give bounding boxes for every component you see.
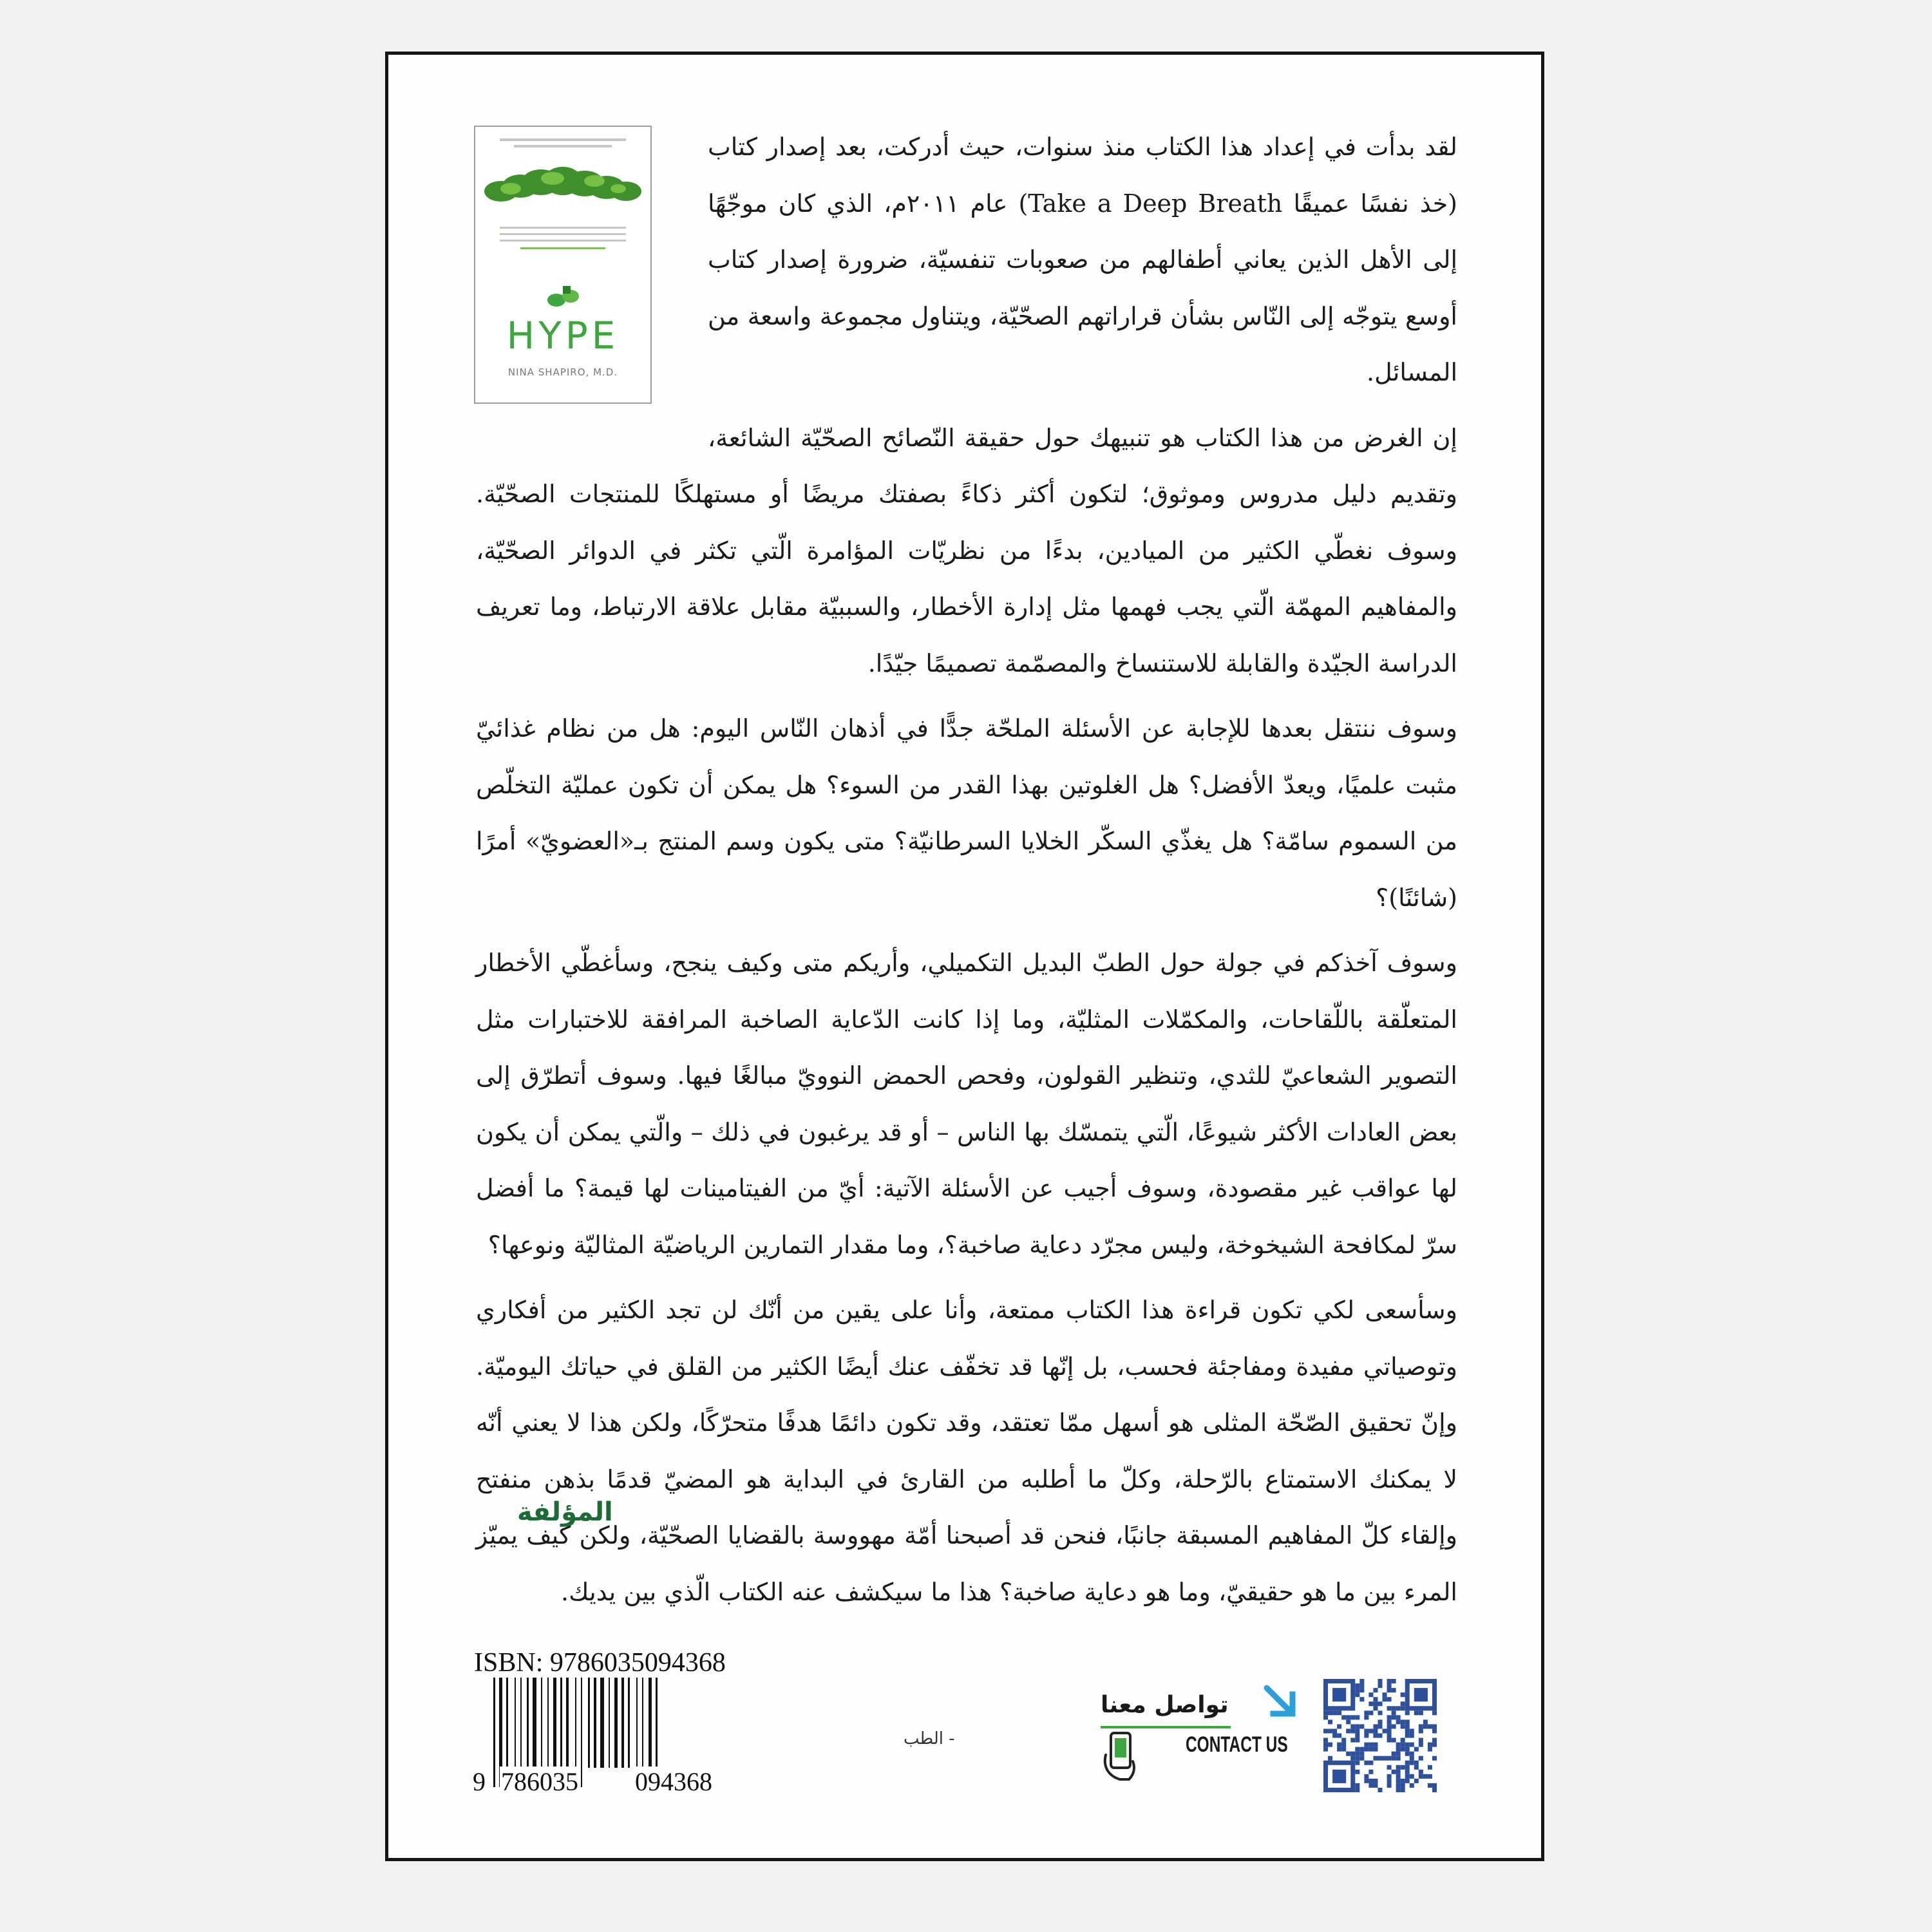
qr-module <box>1378 1756 1382 1761</box>
qr-module <box>1396 1706 1401 1710</box>
qr-module <box>1368 1761 1373 1765</box>
qr-module <box>1355 1756 1359 1761</box>
qr-module <box>1401 1743 1405 1747</box>
qr-module <box>1405 1728 1410 1733</box>
blurb-paragraph-2: إن الغرض من هذا الكتاب هو تنبيهك حول حقيقة النّصائح الصحّيّة الشائعة، وتقديم دليل مدروس وموثوق؛ لتكون أكثر ذكاءً بصفتك مريضًا أو مستهلكًا للمنتجات الصحّيّة. وسوف نغطّي الكثير من الميادين، بدءًا من نظريّات المؤامرة الّتي تكثر في الدوائر الصحّيّة، والمفاهيم المهمّة الّتي يجب فهمها مثل إدارة الأخطار، والسببيّة مقابل علاقة الارتباط، وما تعريف الدراسة الجيّدة والقابلة للاستنساخ والمصمّمة تصميمًا جيّدًا. <box>476 423 1457 677</box>
qr-module <box>1396 1743 1401 1747</box>
qr-module <box>1387 1774 1392 1779</box>
qr-module <box>1410 1752 1414 1756</box>
qr-module <box>1396 1756 1401 1761</box>
qr-module <box>1337 1743 1341 1747</box>
qr-module <box>1346 1715 1350 1719</box>
qr-module <box>1387 1733 1392 1738</box>
qr-module <box>1396 1715 1401 1719</box>
qr-module <box>1346 1728 1350 1733</box>
blurb-paragraph-1: لقد بدأت في إعداد هذا الكتاب منذ سنوات، حيث أدركت، بعد إصدار كتاب (خذ نفسًا عميقًا Take a Deep Breath) عام ٢٠١١م، الذي كان موجّهًا إلى الأهل الذين يعاني أطفالهم من صعوبات تنفسيّة، ضرورة إصدار كتاب أوسع يتوجّه إلى النّاس بشأن قراراتهم الصحّيّة، ويتناول مجموعة واسعة من المسائل. <box>708 133 1458 386</box>
qr-module <box>1414 1779 1419 1783</box>
barcode-bar <box>506 1678 508 1768</box>
qr-module <box>1405 1774 1410 1779</box>
qr-module <box>1350 1738 1355 1743</box>
qr-module <box>1364 1774 1368 1779</box>
qr-module <box>1392 1706 1396 1710</box>
qr-module <box>1405 1743 1410 1747</box>
qr-module <box>1392 1715 1396 1719</box>
qr-module <box>1419 1738 1423 1743</box>
qr-module <box>1359 1679 1364 1683</box>
qr-module <box>1392 1756 1396 1761</box>
barcode-digit-group-2: 094368 <box>635 1767 712 1796</box>
qr-module <box>1378 1788 1382 1792</box>
qr-module <box>1359 1683 1364 1688</box>
qr-finder <box>1414 1688 1428 1701</box>
qr-module <box>1401 1724 1405 1728</box>
blurb-paragraph-4: وسوف آخذكم في جولة حول الطبّ البديل التكميلي، وأريكم متى وكيف ينجح، وسأغطّي الأخطار المتعلّقة باللّقاحات، والمكمّلات المثليّة، وما إذا كانت الدّعاية الصاخبة المرافقة للاختبارات مثل التصوير الشعاعيّ للثدي، وتنظير القولون، وفحص الحمض النوويّ مبالغًا فيها. وسوف أتطرّق إلى بعض العادات الأكثر شيوعًا، الّتي يتمسّك بها الناس – أو قد يرغبون في ذلك – والّتي يمكن أن يكون لها عواقب غير مقصودة، وسوف أجيب عن الأسئلة الآتية: أيّ من الفيتامينات لها قيمة؟ ما أفضل سرّ لمكافحة الشيخوخة، وليس مجرّد دعاية صاخبة؟، وما مقدار التمارين الرياضيّة المثاليّة ونوعها؟ <box>476 949 1457 1259</box>
qr-module <box>1414 1765 1419 1770</box>
qr-module <box>1323 1743 1328 1747</box>
qr-module <box>1401 1738 1405 1743</box>
qr-module <box>1428 1774 1432 1779</box>
qr-module <box>1378 1701 1382 1706</box>
qr-module <box>1387 1697 1392 1701</box>
qr-module <box>1328 1710 1332 1715</box>
qr-module <box>1337 1747 1341 1752</box>
qr-module <box>1387 1706 1392 1710</box>
qr-module <box>1410 1743 1414 1747</box>
qr-module <box>1410 1733 1414 1738</box>
qr-module <box>1396 1719 1401 1724</box>
qr-module <box>1401 1719 1405 1724</box>
qr-module <box>1355 1692 1359 1697</box>
barcode-bar <box>541 1678 542 1768</box>
qr-module <box>1346 1752 1350 1756</box>
back-cover <box>385 52 1544 1861</box>
qr-module <box>1405 1770 1410 1774</box>
qr-module <box>1387 1683 1392 1688</box>
qr-module <box>1373 1706 1378 1710</box>
qr-module <box>1337 1724 1341 1728</box>
qr-module <box>1401 1765 1405 1770</box>
qr-module <box>1359 1747 1364 1752</box>
qr-module <box>1378 1679 1382 1683</box>
qr-module <box>1368 1710 1373 1715</box>
qr-module <box>1378 1710 1382 1715</box>
phone-hand-icon <box>1101 1729 1144 1782</box>
barcode-bar <box>636 1678 638 1768</box>
qr-module <box>1350 1752 1355 1756</box>
qr-module <box>1432 1756 1437 1761</box>
qr-module <box>1432 1724 1437 1728</box>
qr-module <box>1401 1788 1405 1792</box>
qr-module <box>1368 1728 1373 1733</box>
qr-module <box>1428 1747 1432 1752</box>
qr-module <box>1373 1688 1378 1692</box>
contact-us-arabic: تواصل معنا <box>1101 1692 1229 1718</box>
qr-module <box>1419 1770 1423 1774</box>
barcode-bar <box>621 1678 624 1768</box>
qr-module <box>1396 1770 1401 1774</box>
qr-module <box>1405 1724 1410 1728</box>
qr-module <box>1410 1783 1414 1788</box>
qr-module <box>1387 1688 1392 1692</box>
barcode-bar <box>594 1678 596 1768</box>
qr-module <box>1410 1756 1414 1761</box>
qr-module <box>1387 1756 1392 1761</box>
qr-module <box>1355 1761 1359 1765</box>
qr-module <box>1392 1679 1396 1683</box>
qr-module <box>1355 1728 1359 1733</box>
isbn-label: ISBN: 9786035094368 <box>474 1648 726 1678</box>
qr-module <box>1368 1743 1373 1747</box>
qr-module <box>1373 1783 1378 1788</box>
qr-module <box>1373 1743 1378 1747</box>
qr-module <box>1332 1728 1337 1733</box>
qr-module <box>1350 1715 1355 1719</box>
barcode-bar <box>628 1678 630 1768</box>
blurb-text <box>476 119 1457 1629</box>
qr-module <box>1432 1710 1437 1715</box>
qr-module <box>1364 1743 1368 1747</box>
qr-module <box>1332 1710 1337 1715</box>
qr-module <box>1419 1710 1423 1715</box>
qr-module <box>1364 1715 1368 1719</box>
qr-module <box>1328 1719 1332 1724</box>
qr-module <box>1414 1747 1419 1752</box>
qr-code-icon[interactable] <box>1323 1679 1437 1792</box>
qr-module <box>1355 1788 1359 1792</box>
barcode-digit-group-1: 786035 <box>501 1767 578 1796</box>
qr-module <box>1423 1719 1428 1724</box>
qr-module <box>1355 1733 1359 1738</box>
barcode-bar <box>566 1678 569 1768</box>
qr-module <box>1364 1733 1368 1738</box>
qr-module <box>1419 1724 1423 1728</box>
barcode-bar <box>588 1678 590 1768</box>
qr-module <box>1428 1765 1432 1770</box>
qr-module <box>1405 1761 1410 1765</box>
barcode-digit-lead: 9 <box>473 1767 486 1796</box>
blurb-paragraph-3: وسوف ننتقل بعدها للإجابة عن الأسئلة الملحّة جدًّا في أذهان النّاس اليوم: هل من نظام غذائيّ مثبت علميًا، ويعدّ الأفضل؟ هل الغلوتين بهذا القدر من السوء؟ هل يمكن أن تكون عمليّة التخلّص من السموم سامّة؟ هل يغذّي السكّر الخلايا السرطانيّة؟ متى يكون وسم المنتج بـ«العضويّ» أمرًا (شائنًا)؟ <box>476 714 1457 912</box>
qr-module <box>1401 1779 1405 1783</box>
barcode-bar <box>642 1678 643 1768</box>
barcode-bar <box>527 1678 529 1768</box>
qr-module <box>1410 1774 1414 1779</box>
qr-module <box>1364 1779 1368 1783</box>
qr-module <box>1383 1728 1387 1733</box>
qr-module <box>1359 1697 1364 1701</box>
qr-module <box>1355 1770 1359 1774</box>
qr-module <box>1337 1733 1341 1738</box>
qr-module <box>1432 1783 1437 1788</box>
qr-module <box>1355 1738 1359 1743</box>
qr-module <box>1364 1710 1368 1715</box>
qr-module <box>1387 1779 1392 1783</box>
qr-module <box>1392 1724 1396 1728</box>
qr-module <box>1323 1710 1328 1715</box>
contact-us-english: CONTACT US <box>1186 1732 1288 1757</box>
qr-module <box>1373 1756 1378 1761</box>
qr-module <box>1373 1779 1378 1783</box>
qr-module <box>1423 1774 1428 1779</box>
qr-module <box>1392 1710 1396 1715</box>
qr-module <box>1355 1747 1359 1752</box>
qr-module <box>1392 1688 1396 1692</box>
qr-module <box>1396 1747 1401 1752</box>
qr-module <box>1328 1743 1332 1747</box>
qr-module <box>1355 1724 1359 1728</box>
barcode-bar <box>560 1678 562 1768</box>
qr-module <box>1414 1761 1419 1765</box>
author-signature: المؤلفة <box>517 1497 613 1527</box>
qr-module <box>1373 1701 1378 1706</box>
qr-module <box>1373 1747 1378 1752</box>
qr-module <box>1419 1743 1423 1747</box>
qr-module <box>1383 1692 1387 1697</box>
qr-module <box>1328 1728 1332 1733</box>
qr-module <box>1373 1728 1378 1733</box>
qr-module <box>1368 1701 1373 1706</box>
qr-module <box>1432 1728 1437 1733</box>
qr-module <box>1359 1724 1364 1728</box>
qr-module <box>1368 1692 1373 1697</box>
qr-module <box>1364 1761 1368 1765</box>
mini-cover-title: HYPE <box>506 314 620 357</box>
qr-module <box>1401 1692 1405 1697</box>
qr-module <box>1428 1724 1432 1728</box>
qr-module <box>1355 1783 1359 1788</box>
qr-module <box>1341 1743 1346 1747</box>
qr-module <box>1323 1738 1328 1743</box>
qr-module <box>1387 1679 1392 1683</box>
qr-module <box>1423 1724 1428 1728</box>
qr-module <box>1419 1728 1423 1733</box>
qr-module <box>1405 1733 1410 1738</box>
qr-module <box>1323 1715 1328 1719</box>
qr-module <box>1387 1728 1392 1733</box>
qr-module <box>1355 1715 1359 1719</box>
barcode-bar <box>520 1678 522 1768</box>
qr-module <box>1368 1770 1373 1774</box>
qr-module <box>1368 1779 1373 1783</box>
qr-module <box>1359 1756 1364 1761</box>
qr-module <box>1401 1747 1405 1752</box>
barcode-bar <box>515 1678 516 1768</box>
qr-module <box>1396 1774 1401 1779</box>
qr-module <box>1401 1706 1405 1710</box>
qr-module <box>1410 1761 1414 1765</box>
qr-finder <box>1332 1770 1346 1783</box>
qr-module <box>1346 1719 1350 1724</box>
qr-module <box>1359 1752 1364 1756</box>
qr-module <box>1378 1719 1382 1724</box>
qr-module <box>1328 1756 1332 1761</box>
barcode-bar <box>547 1678 549 1768</box>
qr-module <box>1392 1738 1396 1743</box>
blurb-paragraph-5: وسأسعى لكي تكون قراءة هذا الكتاب ممتعة، وأنا على يقين من أنّك لن تجد الكثير من أفكاري وتوصياتي مفيدة ومفاجئة فحسب، بل إنّها قد تخفّف عنك أيضًا الكثير من القلق في حياتك اليوميّة. وإنّ تحقيق الصّحّة المثلى هو أسهل ممّا تعتقد، وقد تكون دائمًا هدفًا متحرّكًا، ولكن هذا لا يعني أنّه لا يمكنك الاستمتاع بالرّحلة، وكلّ ما أطلبه من القارئ في البداية هو المضيّ قدمًا بذهن منفتح وإلقاء كلّ المفاهيم المسبقة جانبًا، فنحن قد أصبحنا أمّة مهووسة بالقضايا الصحّيّة، ولكن كيف يميّز المرء بين ما هو حقيقيّ، وما هو دعاية صاخبة؟ هذا ما سيكشف عنه الكتاب الّذي بين يديك. <box>476 1296 1457 1606</box>
qr-module <box>1355 1752 1359 1756</box>
qr-module <box>1350 1724 1355 1728</box>
qr-finder <box>1332 1688 1346 1701</box>
qr-module <box>1405 1719 1410 1724</box>
qr-module <box>1332 1733 1337 1738</box>
qr-module <box>1392 1770 1396 1774</box>
qr-module <box>1405 1752 1410 1756</box>
qr-module <box>1378 1733 1382 1738</box>
qr-module <box>1368 1783 1373 1788</box>
qr-module <box>1428 1783 1432 1788</box>
qr-module <box>1350 1728 1355 1733</box>
qr-module <box>1396 1779 1401 1783</box>
barcode-bar <box>553 1678 556 1768</box>
qr-module <box>1387 1783 1392 1788</box>
barcode-bar <box>533 1678 536 1768</box>
mini-cover-author: NINA SHAPIRO, M.D. <box>507 366 618 378</box>
qr-module <box>1373 1724 1378 1728</box>
contact-underline <box>1101 1726 1231 1728</box>
qr-module <box>1396 1783 1401 1788</box>
qr-module <box>1401 1701 1405 1706</box>
qr-module <box>1323 1728 1328 1733</box>
qr-module <box>1373 1697 1378 1701</box>
qr-module <box>1341 1747 1346 1752</box>
qr-module <box>1364 1728 1368 1733</box>
qr-module <box>1341 1715 1346 1719</box>
qr-module <box>1410 1728 1414 1733</box>
qr-module <box>1428 1743 1432 1747</box>
qr-module <box>1396 1752 1401 1756</box>
qr-module <box>1383 1756 1387 1761</box>
qr-module <box>1387 1715 1392 1719</box>
qr-module <box>1337 1710 1341 1715</box>
qr-module <box>1432 1743 1437 1747</box>
qr-module <box>1341 1738 1346 1743</box>
barcode-bar <box>609 1678 610 1768</box>
qr-module <box>1378 1683 1382 1688</box>
qr-module <box>1432 1788 1437 1792</box>
barcode-digits <box>474 1766 757 1799</box>
qr-module <box>1405 1710 1410 1715</box>
qr-module <box>1368 1747 1373 1752</box>
qr-module <box>1405 1779 1410 1783</box>
qr-module <box>1396 1788 1401 1792</box>
qr-module <box>1432 1738 1437 1743</box>
qr-module <box>1364 1747 1368 1752</box>
arrow-down-right-icon <box>1262 1683 1299 1720</box>
qr-module <box>1405 1747 1410 1752</box>
qr-module <box>1323 1747 1328 1752</box>
qr-module <box>1405 1765 1410 1770</box>
qr-module <box>1378 1724 1382 1728</box>
category-label: - الطب <box>904 1729 955 1748</box>
qr-module <box>1387 1765 1392 1770</box>
qr-module <box>1419 1756 1423 1761</box>
qr-module <box>1419 1774 1423 1779</box>
qr-module <box>1355 1688 1359 1692</box>
qr-module <box>1355 1683 1359 1688</box>
qr-module <box>1383 1697 1387 1701</box>
qr-module <box>1373 1733 1378 1738</box>
qr-module <box>1401 1783 1405 1788</box>
qr-module <box>1387 1738 1392 1743</box>
qr-module <box>1387 1724 1392 1728</box>
qr-module <box>1350 1756 1355 1761</box>
qr-module <box>1387 1719 1392 1724</box>
qr-module <box>1359 1688 1364 1692</box>
barcode-bar <box>600 1678 604 1768</box>
barcode-bar <box>614 1678 618 1768</box>
qr-module <box>1414 1710 1419 1715</box>
qr-module <box>1396 1765 1401 1770</box>
qr-module <box>1392 1752 1396 1756</box>
